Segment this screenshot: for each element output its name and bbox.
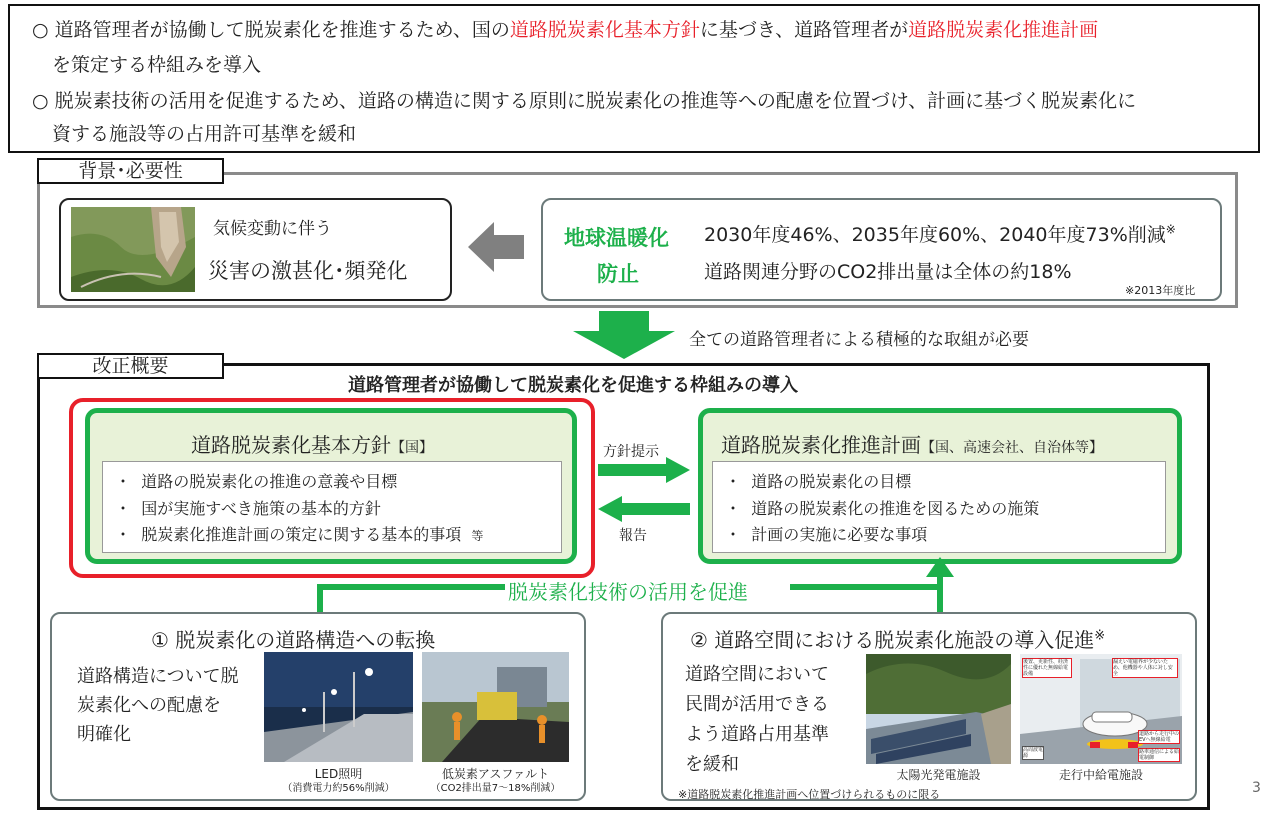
led-subcaption: （消費電力約56%削減） bbox=[282, 783, 395, 794]
facility-desc-line: 民間が活用できる bbox=[685, 694, 829, 715]
disaster-line-1: 気候変動に伴う bbox=[213, 219, 332, 239]
facility-note: ※道路脱炭素化推進計画へ位置づけられるものに限る bbox=[678, 788, 941, 801]
arrow-right-label: 方針提示 bbox=[603, 444, 659, 460]
co2-share: 道路関連分野のCO2排出量は全体の約18% bbox=[704, 261, 1072, 283]
policy-item-text: 脱炭素化推進計画の策定に関する基本的事項 bbox=[141, 525, 462, 544]
facility-desc bbox=[685, 660, 829, 780]
plan-box bbox=[698, 408, 1182, 564]
revision-title: 道路管理者が協働して脱炭素化を促進する枠組みの導入 bbox=[348, 375, 798, 396]
page-number: 3 bbox=[1252, 780, 1261, 796]
warming-box bbox=[541, 198, 1222, 301]
policy-item-text: 国が実施すべき施策の基本的方針 bbox=[141, 499, 381, 518]
policy-title-text: 道路脱炭素化基本方針 bbox=[191, 433, 391, 457]
wireless-caption: 走行中給電施設 bbox=[1058, 768, 1143, 782]
disaster-box bbox=[59, 198, 452, 301]
bullet: ・ bbox=[115, 472, 132, 491]
asphalt-photo bbox=[422, 652, 569, 762]
diagram-label-1: 後置、更新性、経済性に優れた無線給電設備 bbox=[1022, 658, 1072, 678]
gray-left-arrow-icon bbox=[468, 222, 524, 272]
warming-label-2: 防止 bbox=[597, 262, 639, 286]
solar-caption: 太陽光発電施設 bbox=[896, 768, 981, 782]
policy-title bbox=[191, 429, 433, 458]
plan-title bbox=[721, 429, 1103, 458]
structure-box bbox=[50, 612, 586, 801]
structure-desc-line: 明確化 bbox=[77, 724, 131, 745]
policy-item bbox=[115, 522, 483, 549]
reduction-target-mark: ※ bbox=[1165, 222, 1176, 237]
bullet: ・ bbox=[725, 525, 742, 544]
promote-label: 脱炭素化技術の活用を促進 bbox=[508, 580, 748, 604]
led-photo bbox=[264, 652, 413, 762]
left-arrow-icon bbox=[598, 496, 690, 522]
bullet: ・ bbox=[115, 525, 132, 544]
policy-items bbox=[102, 461, 562, 553]
diagram-label-5: 高周波電源 bbox=[1023, 747, 1044, 759]
solar-photo bbox=[866, 654, 1011, 764]
arrow-caption: 全ての道路管理者による積極的な取組が必要 bbox=[689, 330, 1029, 350]
wireless-charging-diagram bbox=[1020, 654, 1182, 764]
plan-item bbox=[725, 496, 1039, 521]
policy-item-text: 道路の脱炭素化の推進の意義や目標 bbox=[141, 472, 398, 491]
summary-text: に基づき、道路管理者が bbox=[699, 19, 909, 41]
plan-item bbox=[725, 469, 911, 494]
summary-text: ○ 道路管理者が協働して脱炭素化を推進するため、国の bbox=[32, 19, 510, 41]
facility-title bbox=[690, 624, 1105, 653]
facility-desc-line: 道路空間において bbox=[685, 664, 829, 685]
facility-title-mark: ※ bbox=[1094, 628, 1106, 644]
policy-item bbox=[115, 469, 397, 494]
structure-desc bbox=[77, 662, 239, 749]
plan-item-text: 計画の実施に必要な事項 bbox=[751, 525, 928, 544]
plan-item bbox=[725, 522, 927, 547]
facility-title-text: ② 道路空間における脱炭素化施設の導入促進 bbox=[690, 628, 1095, 652]
bullet: ・ bbox=[115, 499, 132, 518]
facility-desc-line: よう道路占用基準 bbox=[685, 724, 829, 745]
asphalt-subcaption: （CO2排出量7～18%削減） bbox=[430, 783, 561, 794]
structure-desc-line: 炭素化への配慮を bbox=[77, 695, 221, 716]
plan-items bbox=[712, 461, 1166, 553]
facility-desc-line: を緩和 bbox=[685, 754, 739, 775]
revision-tab: 改正概要 bbox=[37, 353, 224, 379]
summary-line-1 bbox=[32, 17, 1098, 43]
policy-item bbox=[115, 496, 381, 521]
baseline-note: ※2013年度比 bbox=[1125, 284, 1196, 297]
summary-line-3: ○ 脱炭素技術の活用を促進するため、道路の構造に関する原則に脱炭素化の推進等への配慮を位置づけ、計画に基づく脱炭素化に bbox=[32, 90, 1137, 112]
policy-etc: 等 bbox=[471, 529, 484, 543]
summary-line-2: を策定する枠組みを導入 bbox=[52, 54, 262, 76]
landslide-photo bbox=[71, 207, 195, 292]
green-down-arrow-icon bbox=[573, 311, 675, 359]
policy-title-suffix: 【国】 bbox=[391, 440, 433, 456]
diagram-label-2: 漏えい電磁界が少ないため、他機器や人体に対し安全 bbox=[1112, 658, 1178, 678]
summary-line-4: 資する施設等の占用許可基準を緩和 bbox=[52, 123, 357, 145]
reduction-target bbox=[704, 220, 1176, 247]
warming-label-1: 地球温暖化 bbox=[564, 226, 669, 250]
diagram-label-4: 路車通信による給電制御 bbox=[1139, 749, 1180, 761]
led-caption: LED照明 bbox=[314, 767, 363, 781]
plan-title-suffix: 【国、高速会社、自治体等】 bbox=[921, 440, 1103, 456]
structure-desc-line: 道路構造について脱 bbox=[77, 666, 239, 687]
summary-box bbox=[8, 4, 1260, 153]
policy-box bbox=[85, 408, 577, 564]
structure-title: ① 脱炭素化の道路構造への転換 bbox=[151, 628, 436, 652]
reduction-target-text: 2030年度46%、2035年度60%、2040年度73%削減 bbox=[704, 224, 1166, 246]
asphalt-caption: 低炭素アスファルト bbox=[441, 767, 550, 781]
bullet: ・ bbox=[725, 499, 742, 518]
disaster-line-2: 災害の激甚化･頻発化 bbox=[208, 259, 408, 283]
plan-item-text: 道路の脱炭素化の推進を図るための施策 bbox=[751, 499, 1040, 518]
bullet: ・ bbox=[725, 472, 742, 491]
summary-highlight-policy: 道路脱炭素化基本方針 bbox=[509, 19, 700, 41]
arrow-left-label: 報告 bbox=[619, 528, 647, 544]
right-arrow-icon bbox=[598, 457, 690, 483]
background-tab: 背景･必要性 bbox=[37, 158, 224, 184]
plan-item-text: 道路の脱炭素化の目標 bbox=[751, 472, 912, 491]
plan-title-text: 道路脱炭素化推進計画 bbox=[721, 433, 921, 457]
diagram-label-3: 道路から走行中のEVへ無線給電 bbox=[1139, 731, 1180, 743]
summary-highlight-plan: 道路脱炭素化推進計画 bbox=[908, 19, 1099, 41]
facility-box bbox=[661, 612, 1197, 801]
